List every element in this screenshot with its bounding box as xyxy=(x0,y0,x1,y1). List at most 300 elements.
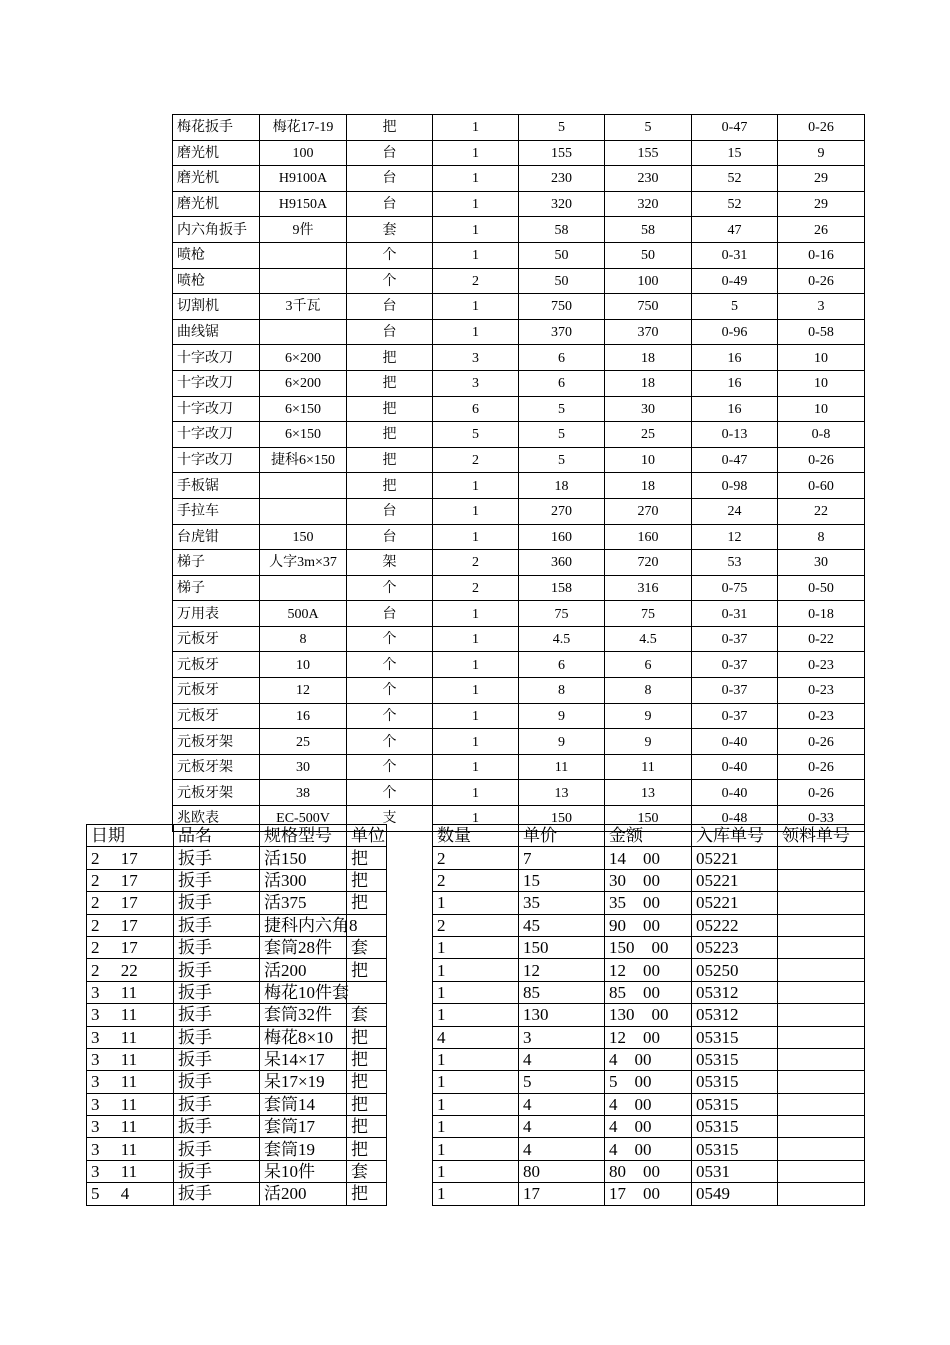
table-cell: 9 xyxy=(778,140,865,166)
table-cell: 4 00 xyxy=(605,1093,692,1115)
table-row xyxy=(173,115,865,141)
table-cell: 磨光机 xyxy=(173,191,260,217)
table-cell: 把 xyxy=(347,1116,387,1138)
table-row xyxy=(87,869,865,891)
table-cell: 套筒14 xyxy=(260,1093,347,1115)
table-cell: 13 xyxy=(519,780,605,806)
table-cell: 2 xyxy=(433,268,519,294)
table-cell: 05221 xyxy=(692,892,778,914)
table-cell xyxy=(260,268,347,294)
table-cell xyxy=(260,575,347,601)
table-cell: 3 11 xyxy=(87,1004,174,1026)
table-row xyxy=(173,191,865,217)
table-cell: H9150A xyxy=(260,191,347,217)
table-cell: 个 xyxy=(347,652,433,678)
table-cell: 9 xyxy=(519,729,605,755)
table-cell: 套筒32件 xyxy=(260,1004,347,1026)
table-cell: 0-60 xyxy=(778,473,865,499)
table-cell: 梯子 xyxy=(173,575,260,601)
table-cell: 3千瓦 xyxy=(260,294,347,320)
table-cell xyxy=(778,847,865,869)
table-cell: 3 xyxy=(433,370,519,396)
table-cell: 1 xyxy=(433,191,519,217)
table-cell: 6 xyxy=(433,396,519,422)
table-cell: 0-40 xyxy=(692,729,778,755)
table-cell: 30 00 xyxy=(605,869,692,891)
table-cell: 05221 xyxy=(692,847,778,869)
table-cell: 50 xyxy=(519,242,605,268)
table-cell: 0-31 xyxy=(692,242,778,268)
table-cell: 160 xyxy=(605,524,692,550)
table-cell: 台 xyxy=(347,166,433,192)
table-cell: 0-33 xyxy=(778,806,865,832)
table-cell: 4 xyxy=(433,1026,519,1048)
table-cell: 4 xyxy=(519,1048,605,1070)
table-cell: 05315 xyxy=(692,1026,778,1048)
table-cell: 4.5 xyxy=(605,626,692,652)
table-cell xyxy=(387,1093,433,1115)
table-cell: 160 xyxy=(519,524,605,550)
table-cell: 呆17×19 xyxy=(260,1071,347,1093)
table-cell: 5 00 xyxy=(605,1071,692,1093)
table-cell: 0-47 xyxy=(692,447,778,473)
table-cell: 500A xyxy=(260,601,347,627)
table-cell: 梅花扳手 xyxy=(173,115,260,141)
table-cell: 2 17 xyxy=(87,936,174,958)
table-cell: 4 00 xyxy=(605,1048,692,1070)
table-cell: H9100A xyxy=(260,166,347,192)
table-cell: 台虎钳 xyxy=(173,524,260,550)
table-cell: 8 xyxy=(605,678,692,704)
table-cell: 十字改刀 xyxy=(173,447,260,473)
table-cell: 0-96 xyxy=(692,319,778,345)
table-cell xyxy=(778,981,865,1003)
table-cell: 1 xyxy=(433,652,519,678)
table-cell: 扳手 xyxy=(174,981,260,1003)
table-row xyxy=(173,396,865,422)
table-row xyxy=(87,981,865,1003)
table-cell: 扳手 xyxy=(174,1048,260,1070)
table-row xyxy=(173,166,865,192)
table-cell xyxy=(778,1093,865,1115)
table-cell: 1 xyxy=(433,319,519,345)
table-cell: 1 xyxy=(433,1160,519,1182)
issue-record-table xyxy=(86,824,865,1206)
table-cell: 兆欧表 xyxy=(173,806,260,832)
column-header: 入库单号 xyxy=(692,825,778,847)
table-cell: 把 xyxy=(347,869,387,891)
table-cell: 18 xyxy=(605,345,692,371)
table-row xyxy=(173,498,865,524)
table-cell: 1 xyxy=(433,140,519,166)
table-cell: 把 xyxy=(347,892,387,914)
table-cell: 个 xyxy=(347,729,433,755)
table-cell: 人字3m×37 xyxy=(260,550,347,576)
table-cell: 720 xyxy=(605,550,692,576)
table-cell: 9 xyxy=(605,729,692,755)
table-row xyxy=(173,370,865,396)
table-cell: 5 xyxy=(519,115,605,141)
table-cell: 扳手 xyxy=(174,1116,260,1138)
table-cell: 扳手 xyxy=(174,847,260,869)
table-cell xyxy=(778,1160,865,1182)
table-cell xyxy=(387,936,433,958)
column-header: 品名 xyxy=(174,825,260,847)
table-cell xyxy=(347,981,387,1003)
table-cell: 05312 xyxy=(692,981,778,1003)
table-cell: 5 xyxy=(519,1071,605,1093)
table-cell: 5 xyxy=(519,422,605,448)
table-cell xyxy=(778,1116,865,1138)
table-cell: 台 xyxy=(347,601,433,627)
table-cell: 3 11 xyxy=(87,981,174,1003)
table-cell: 16 xyxy=(692,345,778,371)
table-cell: 活375 xyxy=(260,892,347,914)
table-cell xyxy=(387,1116,433,1138)
table-cell: 0-13 xyxy=(692,422,778,448)
table-cell: 2 17 xyxy=(87,892,174,914)
table-cell: 3 11 xyxy=(87,1138,174,1160)
table-row xyxy=(173,601,865,627)
table-cell: 0-26 xyxy=(778,268,865,294)
table-cell xyxy=(387,869,433,891)
table-cell: 75 xyxy=(605,601,692,627)
table-cell: 3 xyxy=(778,294,865,320)
table-cell: 80 xyxy=(519,1160,605,1182)
table-cell: 25 xyxy=(605,422,692,448)
table-cell: 把 xyxy=(347,1071,387,1093)
table-cell: 360 xyxy=(519,550,605,576)
table-cell: 0-48 xyxy=(692,806,778,832)
table-cell: 150 xyxy=(519,936,605,958)
table-cell: 750 xyxy=(605,294,692,320)
table-cell: 2 17 xyxy=(87,869,174,891)
table-cell: 5 xyxy=(433,422,519,448)
table-cell xyxy=(387,847,433,869)
table-cell: 75 xyxy=(519,601,605,627)
table-cell: 0-8 xyxy=(778,422,865,448)
table-row xyxy=(87,1004,865,1026)
table-cell: 1 xyxy=(433,601,519,627)
table-cell: 05315 xyxy=(692,1048,778,1070)
table-cell: 1 xyxy=(433,498,519,524)
table-cell xyxy=(260,473,347,499)
table-cell: 45 xyxy=(519,914,605,936)
table-cell: 把 xyxy=(347,115,433,141)
table-cell xyxy=(778,1138,865,1160)
table-cell: 1 xyxy=(433,703,519,729)
table-cell: 16 xyxy=(692,396,778,422)
table-cell: 磨光机 xyxy=(173,166,260,192)
column-header xyxy=(387,825,433,847)
table-cell xyxy=(778,1071,865,1093)
table-cell: 2 22 xyxy=(87,959,174,981)
table-cell: 9件 xyxy=(260,217,347,243)
table-cell: 台 xyxy=(347,140,433,166)
table-cell: 1 xyxy=(433,1071,519,1093)
table-cell: 15 xyxy=(519,869,605,891)
table-cell: 5 xyxy=(519,447,605,473)
table-cell: 85 xyxy=(519,981,605,1003)
table-cell: 4 xyxy=(519,1116,605,1138)
table-cell: 磨光机 xyxy=(173,140,260,166)
table-row xyxy=(173,422,865,448)
table-cell: 50 xyxy=(605,242,692,268)
table-cell: 12 xyxy=(260,678,347,704)
table-cell: 内六角扳手 xyxy=(173,217,260,243)
table-row xyxy=(87,914,865,936)
table-cell xyxy=(387,1048,433,1070)
table-cell: 套筒19 xyxy=(260,1138,347,1160)
table-cell: 个 xyxy=(347,754,433,780)
table-cell xyxy=(387,892,433,914)
table-cell: 元板牙 xyxy=(173,703,260,729)
table-cell: 把 xyxy=(347,1183,387,1205)
table-cell: 1 xyxy=(433,1138,519,1160)
table-cell: 扳手 xyxy=(174,959,260,981)
table-cell xyxy=(778,869,865,891)
table-cell: 4 xyxy=(519,1093,605,1115)
table-row xyxy=(173,294,865,320)
table-cell: 支 xyxy=(347,806,433,832)
table-cell: 套筒28件 xyxy=(260,936,347,958)
table-cell: 320 xyxy=(605,191,692,217)
table-cell: 0-26 xyxy=(778,447,865,473)
table-cell: 3 11 xyxy=(87,1093,174,1115)
table-cell: 1 xyxy=(433,1048,519,1070)
table-cell: 0-37 xyxy=(692,652,778,678)
table-cell: 手拉车 xyxy=(173,498,260,524)
table-cell: 150 00 xyxy=(605,936,692,958)
table-cell: 元板牙 xyxy=(173,626,260,652)
table-row xyxy=(173,652,865,678)
table-cell: 30 xyxy=(778,550,865,576)
table-cell: 扳手 xyxy=(174,1093,260,1115)
table-cell: 5 xyxy=(605,115,692,141)
table-cell: 0-37 xyxy=(692,678,778,704)
table-cell: 1 xyxy=(433,626,519,652)
table-cell: 1 xyxy=(433,1183,519,1205)
table-cell: 35 00 xyxy=(605,892,692,914)
table-cell: 1 xyxy=(433,892,519,914)
table-cell: 十字改刀 xyxy=(173,370,260,396)
table-cell: 0-98 xyxy=(692,473,778,499)
table-cell: 750 xyxy=(519,294,605,320)
table-cell: 0-75 xyxy=(692,575,778,601)
table-cell: 18 xyxy=(605,370,692,396)
table-cell: 155 xyxy=(519,140,605,166)
table-cell: 个 xyxy=(347,242,433,268)
table-row xyxy=(173,217,865,243)
table-cell: 3 11 xyxy=(87,1160,174,1182)
table-cell: 元板牙架 xyxy=(173,729,260,755)
table-cell: 1 xyxy=(433,115,519,141)
table-cell: 台 xyxy=(347,498,433,524)
table-row xyxy=(173,319,865,345)
table-cell: 0-26 xyxy=(778,754,865,780)
table-cell: 个 xyxy=(347,626,433,652)
table-cell: 把 xyxy=(347,345,433,371)
table-cell: 6 xyxy=(519,652,605,678)
table-cell: 捷科内六角8 xyxy=(260,914,347,936)
table-cell: 套 xyxy=(347,1004,387,1026)
table-cell: 05221 xyxy=(692,869,778,891)
table-cell: 10 xyxy=(605,447,692,473)
table-cell: 52 xyxy=(692,191,778,217)
table-row xyxy=(173,678,865,704)
table-row xyxy=(173,268,865,294)
table-cell: 320 xyxy=(519,191,605,217)
table-cell: 把 xyxy=(347,1026,387,1048)
table-row xyxy=(87,892,865,914)
table-cell: 12 xyxy=(692,524,778,550)
table-cell: 6 xyxy=(519,345,605,371)
inventory-price-table xyxy=(172,114,865,832)
table-cell: 270 xyxy=(519,498,605,524)
table-cell xyxy=(778,1183,865,1205)
table-cell: 2 17 xyxy=(87,914,174,936)
table-cell: 1 xyxy=(433,806,519,832)
table-cell: 6 xyxy=(519,370,605,396)
table-cell: 个 xyxy=(347,268,433,294)
table-cell: 1 xyxy=(433,166,519,192)
table-cell: 扳手 xyxy=(174,1138,260,1160)
table-cell: 1 xyxy=(433,780,519,806)
table-row xyxy=(87,1138,865,1160)
table-cell: 台 xyxy=(347,319,433,345)
table-cell: 0-26 xyxy=(778,115,865,141)
table-cell: 29 xyxy=(778,166,865,192)
table-cell: 扳手 xyxy=(174,1071,260,1093)
column-header: 金额 xyxy=(605,825,692,847)
table-cell: 0-18 xyxy=(778,601,865,627)
table-cell: 100 xyxy=(605,268,692,294)
table-row xyxy=(173,729,865,755)
table-cell: 16 xyxy=(692,370,778,396)
table-cell: 十字改刀 xyxy=(173,345,260,371)
table-cell: 05315 xyxy=(692,1093,778,1115)
table-cell: 呆14×17 xyxy=(260,1048,347,1070)
table-cell: 25 xyxy=(260,729,347,755)
table-cell: 扳手 xyxy=(174,936,260,958)
table-cell xyxy=(260,498,347,524)
table-cell: 0-23 xyxy=(778,652,865,678)
table-cell: 0-23 xyxy=(778,703,865,729)
table-cell: 130 xyxy=(519,1004,605,1026)
table-cell: 个 xyxy=(347,678,433,704)
table-cell: 10 xyxy=(778,370,865,396)
table-cell: 元板牙架 xyxy=(173,754,260,780)
table-cell: 扳手 xyxy=(174,1026,260,1048)
table-cell: 16 xyxy=(260,703,347,729)
table-cell: 10 xyxy=(778,396,865,422)
table-cell: 1 xyxy=(433,729,519,755)
table-cell: 1 xyxy=(433,294,519,320)
table-cell: 05315 xyxy=(692,1071,778,1093)
table-cell: 17 00 xyxy=(605,1183,692,1205)
table-cell xyxy=(387,1026,433,1048)
column-header: 规格型号 xyxy=(260,825,347,847)
table-cell: 35 xyxy=(519,892,605,914)
table-row xyxy=(87,1160,865,1182)
table-cell xyxy=(778,914,865,936)
table-cell xyxy=(387,1004,433,1026)
table-cell: 个 xyxy=(347,780,433,806)
table-cell: 套 xyxy=(347,936,387,958)
table-row xyxy=(173,524,865,550)
table-cell: 2 xyxy=(433,847,519,869)
table-cell: 9 xyxy=(605,703,692,729)
table-cell: 29 xyxy=(778,191,865,217)
table-cell: 15 xyxy=(692,140,778,166)
table-cell: 7 xyxy=(519,847,605,869)
table-cell: 个 xyxy=(347,575,433,601)
table-cell: 05315 xyxy=(692,1116,778,1138)
table-cell: 0-26 xyxy=(778,729,865,755)
table-cell: 05222 xyxy=(692,914,778,936)
table-cell: 158 xyxy=(519,575,605,601)
table-cell: 元板牙 xyxy=(173,678,260,704)
table-cell: 梅花10件套 xyxy=(260,981,347,1003)
table-cell: 10 xyxy=(260,652,347,678)
table-cell: 24 xyxy=(692,498,778,524)
table-row xyxy=(173,447,865,473)
table-cell: 53 xyxy=(692,550,778,576)
table-cell: 台 xyxy=(347,294,433,320)
table-cell xyxy=(778,1026,865,1048)
table-cell xyxy=(778,892,865,914)
table-cell: 0-49 xyxy=(692,268,778,294)
table-cell: 套筒17 xyxy=(260,1116,347,1138)
table-cell: 6 xyxy=(605,652,692,678)
table-cell: 元板牙架 xyxy=(173,780,260,806)
table-cell: 370 xyxy=(605,319,692,345)
table-cell: 58 xyxy=(605,217,692,243)
table-row xyxy=(173,550,865,576)
table-cell: 11 xyxy=(605,754,692,780)
table-cell: 梯子 xyxy=(173,550,260,576)
table-cell: 8 xyxy=(260,626,347,652)
table-row xyxy=(173,345,865,371)
table-cell: 0-47 xyxy=(692,115,778,141)
table-header-row xyxy=(87,825,865,847)
table-cell: 230 xyxy=(605,166,692,192)
table-cell: 370 xyxy=(519,319,605,345)
table-cell: 把 xyxy=(347,396,433,422)
table-cell: 2 xyxy=(433,447,519,473)
table-cell: 5 xyxy=(692,294,778,320)
table-cell: 2 xyxy=(433,869,519,891)
table-cell xyxy=(387,1160,433,1182)
table-cell: 活150 xyxy=(260,847,347,869)
table-cell: 8 xyxy=(778,524,865,550)
table-cell: 把 xyxy=(347,422,433,448)
table-cell xyxy=(387,1183,433,1205)
table-cell: 10 xyxy=(778,345,865,371)
table-cell xyxy=(387,959,433,981)
table-cell: 3 11 xyxy=(87,1048,174,1070)
table-cell: 切割机 xyxy=(173,294,260,320)
table-cell: 扳手 xyxy=(174,1160,260,1182)
table-cell: 80 00 xyxy=(605,1160,692,1182)
table-cell: 1 xyxy=(433,1116,519,1138)
table-row xyxy=(173,473,865,499)
table-cell: 0-23 xyxy=(778,678,865,704)
table-cell: 把 xyxy=(347,447,433,473)
table-cell: 2 xyxy=(433,550,519,576)
table-cell: 150 xyxy=(260,524,347,550)
table-cell: 316 xyxy=(605,575,692,601)
